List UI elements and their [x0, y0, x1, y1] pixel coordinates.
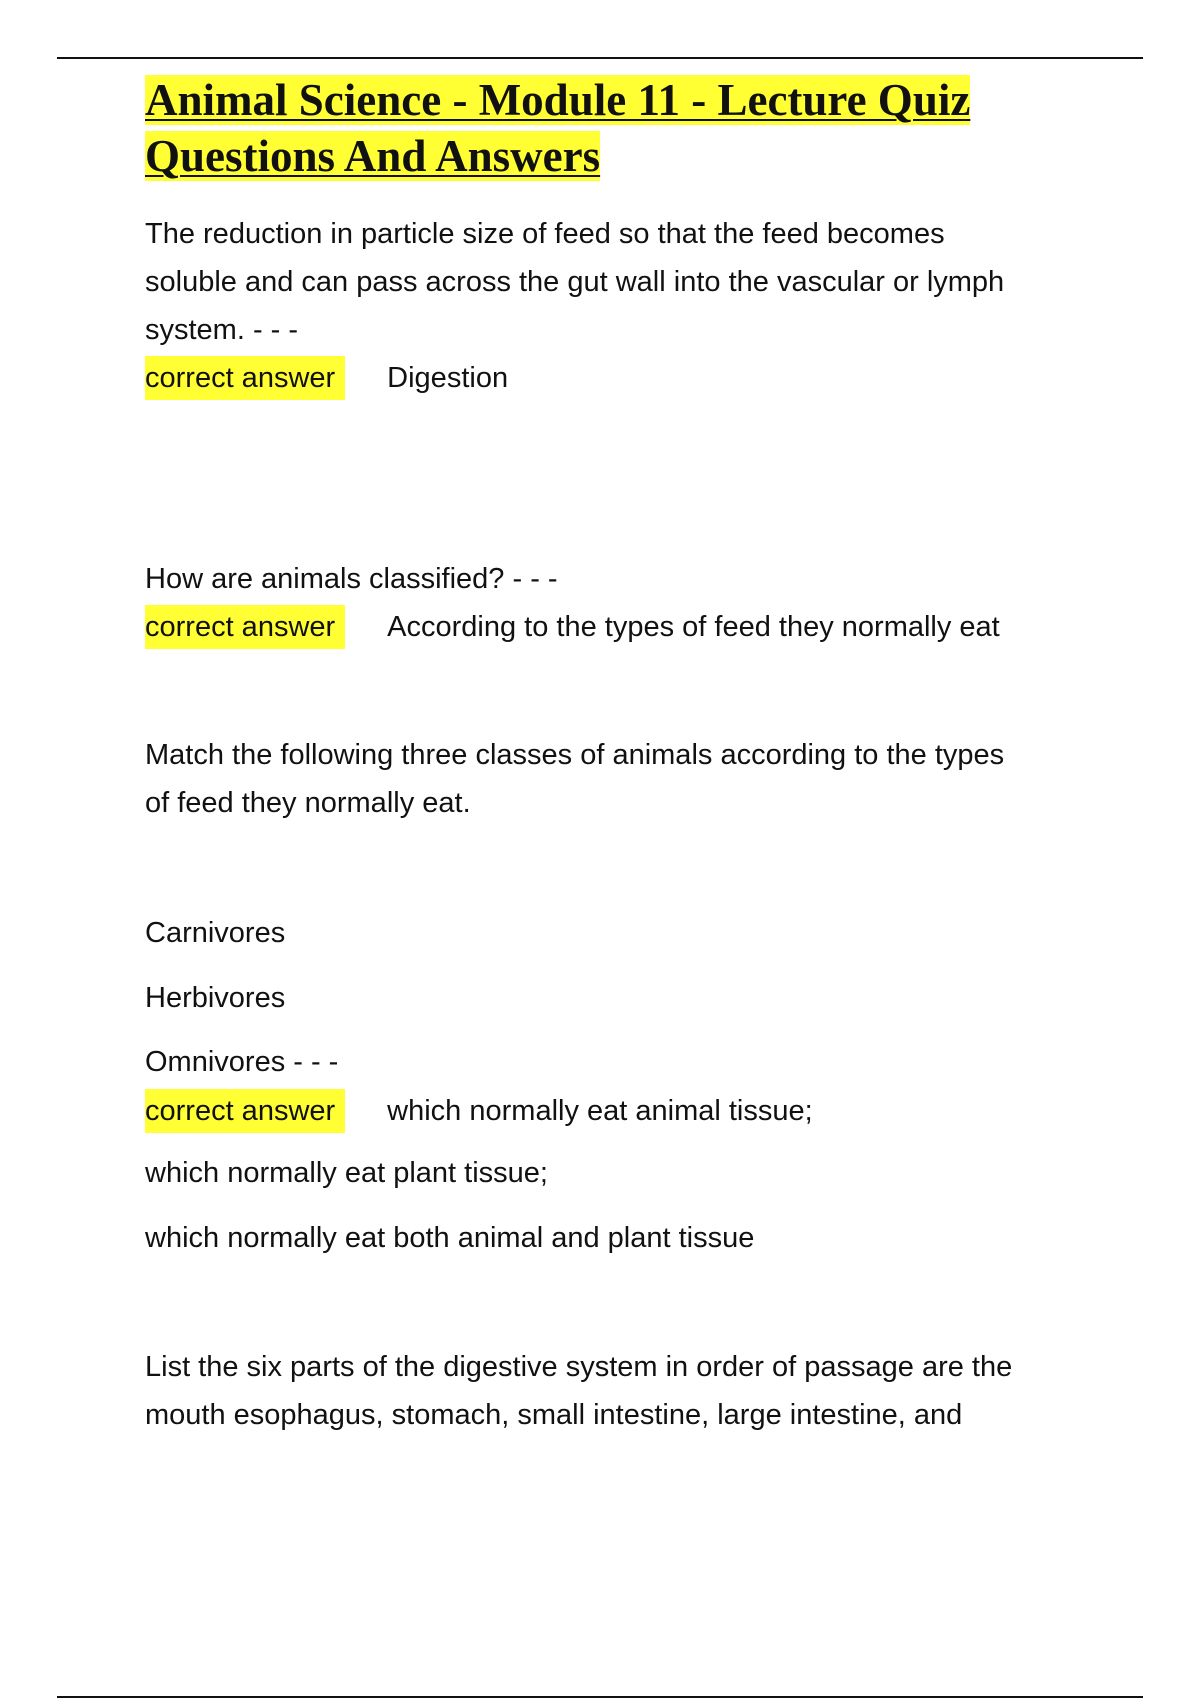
- top-rule: [57, 57, 1143, 59]
- question-4-line-2: mouth esophagus, stomach, small intestine, large intestine, and: [145, 1399, 963, 1431]
- answer-row-2: [145, 603, 1000, 651]
- question-3-line-2: of feed they normally eat.: [145, 787, 471, 819]
- answer-3-line-3: which normally eat both animal and plant tissue: [145, 1222, 755, 1254]
- question-2-text: How are animals classified? - - -: [145, 563, 558, 595]
- answer-3-line-2: which normally eat plant tissue;: [145, 1157, 548, 1189]
- question-2: [145, 555, 1000, 651]
- question-1-line-1: The reduction in particle size of feed so that the feed becomes: [145, 218, 945, 250]
- correct-answer-label: correct answer: [145, 1089, 345, 1133]
- answer-1: Digestion: [387, 362, 509, 394]
- question-4: [145, 1343, 1012, 1439]
- title-line-2: Questions And Answers: [145, 131, 601, 181]
- question-1-line-3: system. - - -: [145, 314, 299, 346]
- page-title: [145, 72, 1105, 184]
- class-item-omnivores: Omnivores - - -: [145, 1046, 339, 1078]
- answer-row-1: [145, 354, 1004, 402]
- bottom-rule: [57, 1696, 1143, 1698]
- answer-2: According to the types of feed they normally eat: [387, 611, 1000, 643]
- question-3-line-1: Match the following three classes of animals according to the types: [145, 739, 1005, 771]
- answer-row-3: [145, 1087, 813, 1135]
- question-3: [145, 731, 1004, 827]
- correct-answer-label: correct answer: [145, 356, 345, 400]
- question-4-line-1: List the six parts of the digestive system in order of passage are the: [145, 1351, 1013, 1383]
- question-1: [145, 210, 1004, 402]
- title-line-1: Animal Science - Module 11 - Lecture Quiz: [145, 75, 971, 125]
- correct-answer-label: correct answer: [145, 605, 345, 649]
- class-item-herbivores: Herbivores: [145, 982, 286, 1014]
- answer-3-line-1: which normally eat animal tissue;: [387, 1095, 813, 1127]
- class-item-carnivores: Carnivores: [145, 917, 286, 949]
- document-body: [145, 72, 1105, 1431]
- question-1-line-2: soluble and can pass across the gut wall into the vascular or lymph: [145, 266, 1005, 298]
